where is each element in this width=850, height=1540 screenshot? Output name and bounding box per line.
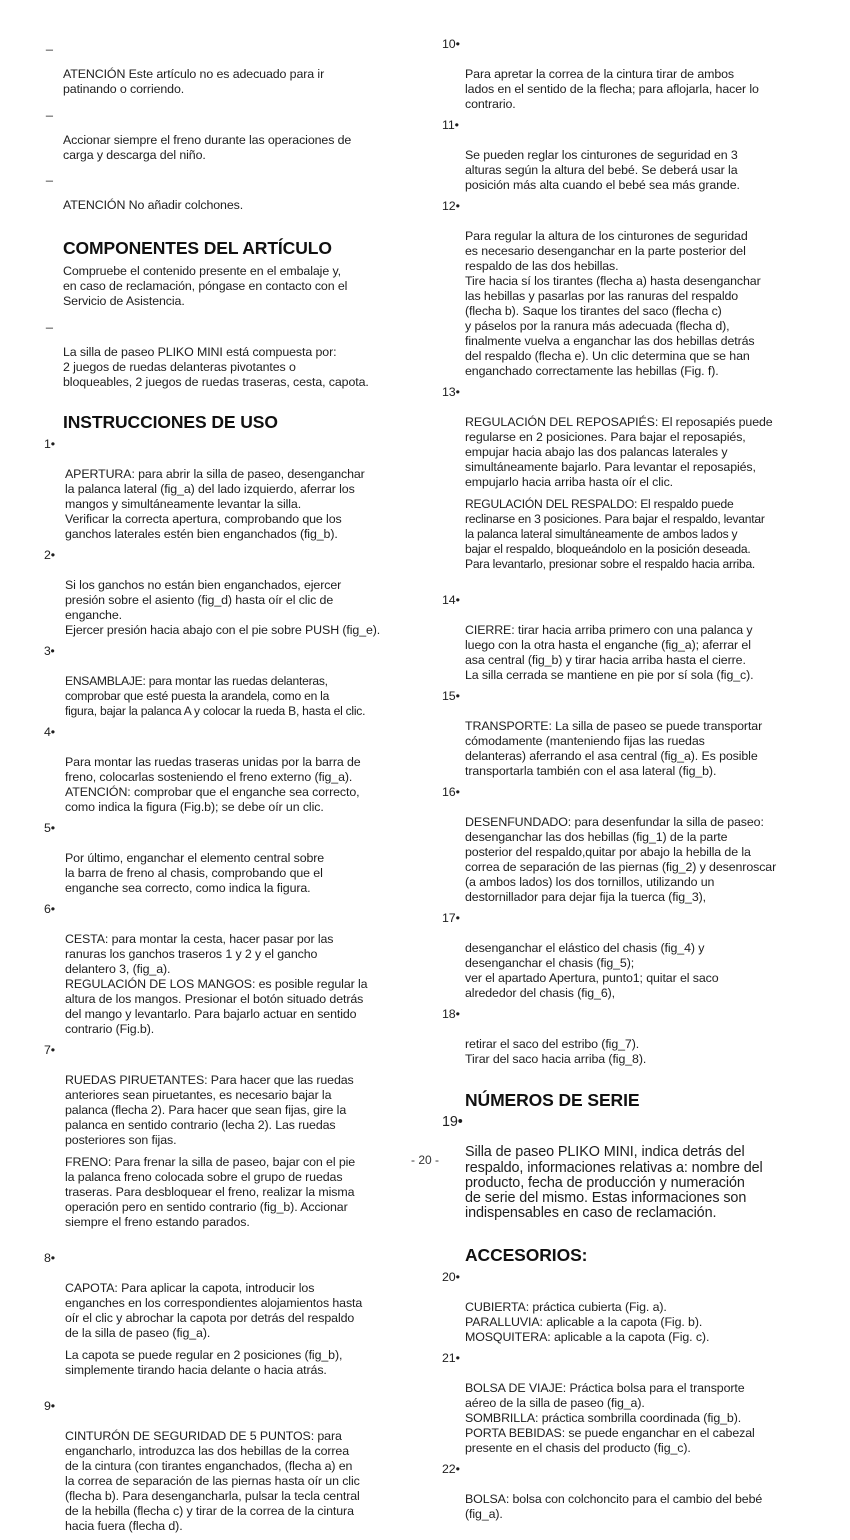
item-text: CAPOTA: Para aplicar la capota, introducir los enganches en los correspondientes alojamientos hasta oír el clic y abrochar la capota por detrás del respaldo de la silla de paseo (fig_a). <box>65 1280 363 1340</box>
item-number: 9• <box>44 1398 56 1413</box>
item-number: 16• <box>442 785 460 799</box>
instruction-item-6 <box>44 902 414 1037</box>
item-number: 5• <box>44 820 56 835</box>
page-number: - 20 - <box>410 1153 439 1167</box>
item-subparagraph: REGULACIÓN DEL RESPALDO: El respaldo puede reclinarse en 3 posiciones. Para bajar el respaldo, levantar la palanca lateral simultáneamente de ambos lados y bajar el respaldo, bloqueándolo en la posición deseada. Para levantarlo, presionar sobre el respaldo hacia arriba. <box>465 497 765 571</box>
item-text: CUBIERTA: práctica cubierta (Fig. a). PARALLUVIA: aplicable a la capota (Fig. b). MOSQUITERA: aplicable a la capota (Fig. c). <box>465 1300 710 1345</box>
item-number: 13• <box>442 385 460 399</box>
instruction-item-4 <box>44 725 414 815</box>
warning-text: ATENCIÓN Este artículo no es adecuado para ir patinando o corriendo. <box>63 67 325 96</box>
item-number: 17• <box>442 911 460 925</box>
instruction-item-2 <box>44 548 414 638</box>
components-bullet <box>44 315 414 390</box>
item-text: Para montar las ruedas traseras unidas por la barra de freno, colocarlas sosteniendo el freno externo (fig_a). ATENCIÓN: comprobar que el enganche sea correcto, como indica la figura (Fig.b); se debe oír un clic. <box>65 754 361 814</box>
bullet-mark: _ <box>46 37 53 51</box>
instruction-item-16 <box>442 785 814 905</box>
item-subparagraph: La capota se puede regular en 2 posiciones (fig_b), simplemente tirando hacia delante o hacia atrás. <box>65 1347 343 1377</box>
bullet-mark: _ <box>46 314 53 329</box>
instruction-item-11 <box>442 118 814 193</box>
components-paragraph: Compruebe el contenido presente en el embalaje y, en caso de reclamación, póngase en contacto con el Servicio de Asistencia. <box>63 264 348 308</box>
instruction-item-5 <box>44 821 414 896</box>
accessory-item-21 <box>442 1351 814 1456</box>
right-column <box>442 37 814 1528</box>
instruction-item-18 <box>442 1007 814 1067</box>
serial-heading: NÚMEROS DE SERIE <box>465 1090 640 1110</box>
serial-item-19 <box>442 1115 814 1221</box>
item-text: REGULACIÓN DEL REPOSAPIÉS: El reposapiés puede regularse en 2 posiciones. Para bajar el reposapiés, empujar hacia abajo las dos palancas laterales y simultáneamente bajarlo. Para levantar el reposapiés, empujarlo hacia arriba hasta oír el clic. <box>465 415 773 489</box>
item-text: CINTURÓN DE SEGURIDAD DE 5 PUNTOS: para engancharlo, introduzca las dos hebillas de la correa de la cintura (con tirantes enganchados, (flecha a) en la correa de separación de las piernas hasta oír un clic (flecha b). Para desengancharla, pulsar la tecla central de la hebilla (flecha c) y tirar de la correa de la cintura hacia fuera (flecha d). <box>65 1428 360 1533</box>
accessories-heading: ACCESORIOS: <box>465 1245 588 1266</box>
instruction-item-13 <box>442 385 814 587</box>
item-text: RUEDAS PIRUETANTES: Para hacer que las ruedas anteriores sean piruetantes, es necesario bajar la palanca (flecha 2). Para hacer que sean fijas, gire la palanca en sentido contrario (lecha 2). Las ruedas posteriores son fijas. <box>65 1072 354 1147</box>
item-number: 2• <box>44 547 56 562</box>
warning-text: ATENCIÓN No añadir colchones. <box>63 198 244 212</box>
item-text: CIERRE: tirar hacia arriba primero con una palanca y luego con la otra hasta el enganche (fig_a); aferrar el asa central (fig_b) y tirar hacia arriba hasta el cierre. La silla cerrada se mantiene en pie por sí sola (fig_c). <box>465 623 754 682</box>
instructions-heading: INSTRUCCIONES DE USO <box>63 411 278 432</box>
bullet-mark: _ <box>46 102 53 117</box>
item-number: 18• <box>442 1007 460 1021</box>
item-number: 12• <box>442 199 460 213</box>
accessory-item-20 <box>442 1270 814 1345</box>
item-number: 4• <box>44 724 56 739</box>
item-number: 22• <box>442 1462 460 1477</box>
item-text: CESTA: para montar la cesta, hacer pasar por las ranuras los ganchos traseros 1 y 2 y el gancho delantero 3, (fig_a). REGULACIÓN DE LOS MANGOS: es posible regular la altura de los mangos. Presionar el botón situado detrás del mango y levantarlo. Para bajarlo actuar en sentido contrario (Fig.b). <box>65 931 368 1036</box>
item-number: 10• <box>442 37 460 51</box>
components-list-text: La silla de paseo PLIKO MINI está compuesta por: 2 juegos de ruedas delanteras pivotantes o bloqueables, 2 juegos de ruedas traseras, cesta, capota. <box>63 344 369 389</box>
instruction-item-3 <box>44 644 414 719</box>
item-number: 20• <box>442 1270 460 1285</box>
item-text: Si los ganchos no están bien enganchados, ejercer presión sobre el asiento (fig_d) hasta oír el clic de enganche. Ejercer presión hacia abajo con el pie sobre PUSH (fig_e). <box>65 577 381 637</box>
item-text: DESENFUNDADO: para desenfundar la silla de paseo: desenganchar las dos hebillas (fig_1) de la parte posterior del respaldo,quitar por abajo la hebilla de la correa de separación de las piernas (fig_2) y desenroscar (a ambos lados) los dos tornillos, utilizando un destornillador para dejar fija la tuerca (fig_3), <box>465 815 777 904</box>
item-number: 21• <box>442 1351 460 1366</box>
instruction-item-8 <box>44 1251 414 1393</box>
instruction-item-14 <box>442 593 814 683</box>
instruction-item-1 <box>44 437 414 542</box>
item-text: ENSAMBLAJE: para montar las ruedas delanteras, comprobar que esté puesta la arandela, como en la figura, bajar la palanca A y colocar la rueda B, hasta el clic. <box>65 673 366 718</box>
item-subparagraph: FRENO: Para frenar la silla de paseo, bajar con el pie la palanca freno colocada sobre el grupo de ruedas traseras. Para desbloquear el freno, realizar la misma operación pero en sentido contrario (fig_b). Accionar siempre el freno estando parados. <box>65 1154 356 1229</box>
bullet-mark: _ <box>46 168 53 182</box>
left-column <box>44 37 414 1540</box>
item-text: retirar el saco del estribo (fig_7). Tirar del saco hacia arriba (fig_8). <box>465 1037 647 1066</box>
item-text: BOLSA DE VIAJE: Práctica bolsa para el transporte aéreo de la silla de paseo (fig_a). SOMBRILLA: práctica sombrilla coordinada (fig_b). PORTA BEBIDAS: se puede enganchar en el cabezal presente en el chasis del producto (fig_c). <box>465 1381 755 1456</box>
item-text: Para regular la altura de los cinturones de seguridad es necesario desenganchar en la parte posterior del respaldo de las dos hebillas. Tire hacia sí los tirantes (flecha a) hasta desenganchar las hebillas y pasarlas por las ranuras del respaldo (flecha b). Saque los tirantes del saco (flecha c) y páselos por la ranura más adecuada (flecha d), finalmente vuelva a enganchar las dos hebillas detrás del respaldo (flecha e). Un clic determina que se han enganchado correctamente las hebillas (Fig. f). <box>465 229 761 378</box>
warning-bullet <box>44 103 414 163</box>
warning-bullet <box>44 37 414 97</box>
item-number: 15• <box>442 689 460 703</box>
warning-bullet <box>44 168 414 213</box>
item-text: TRANSPORTE: La silla de paseo se puede transportar cómodamente (manteniendo fijas las ruedas delanteras) aferrando el asa central (fig_a). Es posible transportarla también con el asa lateral (fig_b). <box>465 719 763 778</box>
item-number: 14• <box>442 593 460 607</box>
accessory-item-22 <box>442 1462 814 1522</box>
item-number: 19• <box>442 1114 463 1130</box>
serial-text: Silla de paseo PLIKO MINI, indica detrás del respaldo, informaciones relativas a: nombre del producto, fecha de producción y numeración de serie del mismo. Estas informaciones son indispensables en caso de reclamación. <box>465 1144 763 1222</box>
instruction-item-7 <box>44 1043 414 1245</box>
item-text: Para apretar la correa de la cintura tirar de ambos lados en el sentido de la flecha; para aflojarla, hacer lo contrario. <box>465 67 759 111</box>
warning-text: Accionar siempre el freno durante las operaciones de carga y descarga del niño. <box>63 132 352 162</box>
item-number: 7• <box>44 1042 56 1057</box>
item-number: 3• <box>44 643 55 658</box>
components-heading: COMPONENTES DEL ARTÍCULO <box>63 238 332 258</box>
item-number: 8• <box>44 1250 56 1265</box>
item-text: APERTURA: para abrir la silla de paseo, desenganchar la palanca lateral (fig_a) del lado izquierdo, aferrar los mangos y simultáneamente levantar la silla. Verificar la correcta apertura, comprobando que los ganchos laterales estén bien enganchados (fig_b). <box>65 466 365 541</box>
instruction-item-9 <box>44 1399 414 1534</box>
instruction-item-15 <box>442 689 814 779</box>
instruction-item-10 <box>442 37 814 112</box>
item-text: Por último, enganchar el elemento central sobre la barra de freno al chasis, comprobando que el enganche sea correcto, como indica la figura. <box>65 850 325 895</box>
item-number: 11• <box>442 118 459 132</box>
instruction-item-12 <box>442 199 814 379</box>
item-number: 6• <box>44 901 56 916</box>
instruction-item-17 <box>442 911 814 1001</box>
item-text: BOLSA: bolsa con colchoncito para el cambio del bebé (fig_a). <box>465 1492 763 1522</box>
item-text: Se pueden reglar los cinturones de seguridad en 3 alturas según la altura del bebé. Se deberá usar la posición más alta cuando el bebé sea más grande. <box>465 148 740 192</box>
item-number: 1• <box>44 436 56 451</box>
item-text: desenganchar el elástico del chasis (fig_4) y desenganchar el chasis (fig_5); ver el apartado Apertura, punto1; quitar el saco alrededor del chasis (fig_6), <box>465 941 719 1000</box>
